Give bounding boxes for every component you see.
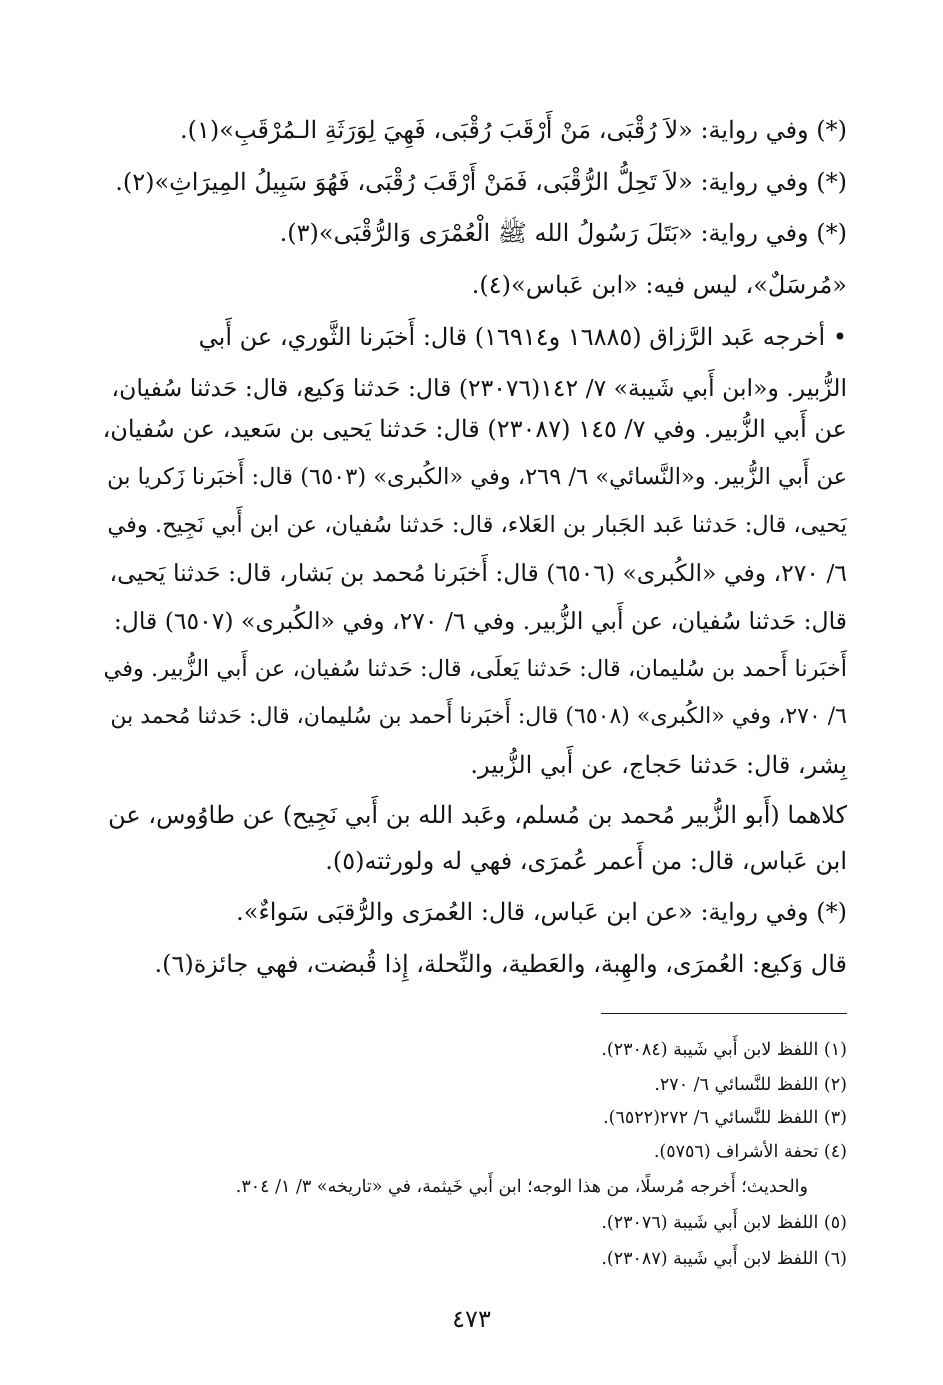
body-line-1: (*) وفي رواية: «لاَ رُقْبَى، مَنْ أَرْقَبَ رُقْبَى، فَهِيَ لِوَرَثَةِ الـمُرْقَبِ»(١).	[180, 116, 847, 144]
footnote-separator	[601, 1013, 847, 1014]
footnote-5: (٥) اللفظ لابن أَبي شَيبة (٢٣٠٧٦).	[601, 1213, 847, 1233]
footnote-2: (٢) اللفظ للنَّسائي ٦/ ٢٧٠.	[654, 1075, 847, 1095]
body-line-3: (*) وفي رواية: «بَتَلَ رَسُولُ الله ﷺ الْعُمْرَى وَالرُّقْبَى»(٣).	[279, 219, 847, 247]
footnote-3: (٣) اللفظ للنَّسائي ٦/ ٢٧٢(٦٥٢٢).	[603, 1108, 847, 1128]
body-line-17: (*) وفي رواية: «عن ابن عَباس، قال: العُمرَى والرُّقبَى سَواءٌ».	[236, 898, 847, 926]
body-line-2: (*) وفي رواية: «لاَ تَحِلُّ الرُّقْبَى، فَمَنْ أَرْقَبَ رُقْبَى، فَهُوَ سَبِيلُ المِيرَاثِ»(٢).	[115, 168, 847, 196]
body-line-18: قال وَكيع: العُمرَى، والهِبة، والعَطية، والنِّحلة، إِذا قُبضت، فهي جائزة(٦).	[154, 950, 847, 978]
body-line-13: ٦/ ٢٧٠، وفي «الكُبرى» (٦٥٠٨) قال: أَخبَرنا أَحمد بن سُليمان، قال: حَدثنا مُحمد بن	[110, 704, 847, 729]
body-line-12: أَخبَرنا أَحمد بن سُليمان، قال: حَدثنا يَعلَى، قال: حَدثنا سُفيان، عن أَبي الزُّبير. وفي	[103, 656, 847, 682]
body-line-11: قال: حَدثنا سُفيان، عن أَبي الزُّبير. وفي ٦/ ٢٧٠، وفي «الكُبرى» (٦٥٠٧) قال:	[113, 607, 847, 635]
body-line-15: كلاهما (أَبو الزُّبير مُحمد بن مُسلم، وعَبد الله بن أَبي نَجِيح) عن طاوُوس، عن	[108, 801, 847, 829]
footnote-4: (٤) تحفة الأشراف (٥٧٥٦).	[653, 1142, 847, 1162]
body-line-9: يَحيى، قال: حَدثنا عَبد الجَبار بن العَلاء، قال: حَدثنا سُفيان، عن ابن أَبي نَجِيح. وفي	[107, 512, 847, 538]
body-line-5: • أخرجه عَبد الرَّزاق (١٦٨٨٥ و١٦٩١٤) قال: أَخبَرنا الثَّوري، عن أَبي	[198, 323, 847, 351]
page-number: ٤٧٣	[452, 1305, 491, 1333]
body-line-16: ابن عَباس، قال: من أَعمر عُمرَى، فهي له ولورثته(٥).	[325, 847, 847, 875]
body-line-6: الزُّبير. و«ابن أَبي شَيبة» ٧/ ١٤٢(٢٣٠٧٦) قال: حَدثنا وَكيع، قال: حَدثنا سُفيان،	[111, 374, 847, 402]
body-line-10: ٦/ ٢٧٠، وفي «الكُبرى» (٦٥٠٦) قال: أَخبَرنا مُحمد بن بَشار، قال: حَدثنا يَحيى،	[109, 559, 847, 587]
footnote-1: (١) اللفظ لابن أَبي شَيبة (٢٣٠٨٤).	[601, 1040, 847, 1060]
body-line-4: «مُرسَلٌ»، ليس فيه: «ابن عَباس»(٤).	[471, 271, 847, 299]
body-line-14: بِشر، قال: حَدثنا حَجاج، عن أَبي الزُّبير.	[470, 751, 847, 779]
body-line-8: عن أَبي الزُّبير. و«النَّسائي» ٦/ ٢٦٩، وفي «الكُبرى» (٦٥٠٣) قال: أَخبَرنا زَكريا بن	[107, 464, 847, 490]
footnote-6: (٦) اللفظ لابن أَبي شَيبة (٢٣٠٨٧).	[601, 1249, 847, 1269]
body-line-7: عن أَبي الزُّبير. وفي ٧/ ١٤٥ (٢٣٠٨٧) قال: حَدثنا يَحيى بن سَعيد، عن سُفيان،	[102, 415, 847, 443]
footnote-4-note: والحديث؛ أَخرجه مُرسلًا، من هذا الوجه؛ ابن أَبي خَيثمة، في «تاريخه» ٣/ ١/ ٣٠٤.	[235, 1177, 808, 1197]
